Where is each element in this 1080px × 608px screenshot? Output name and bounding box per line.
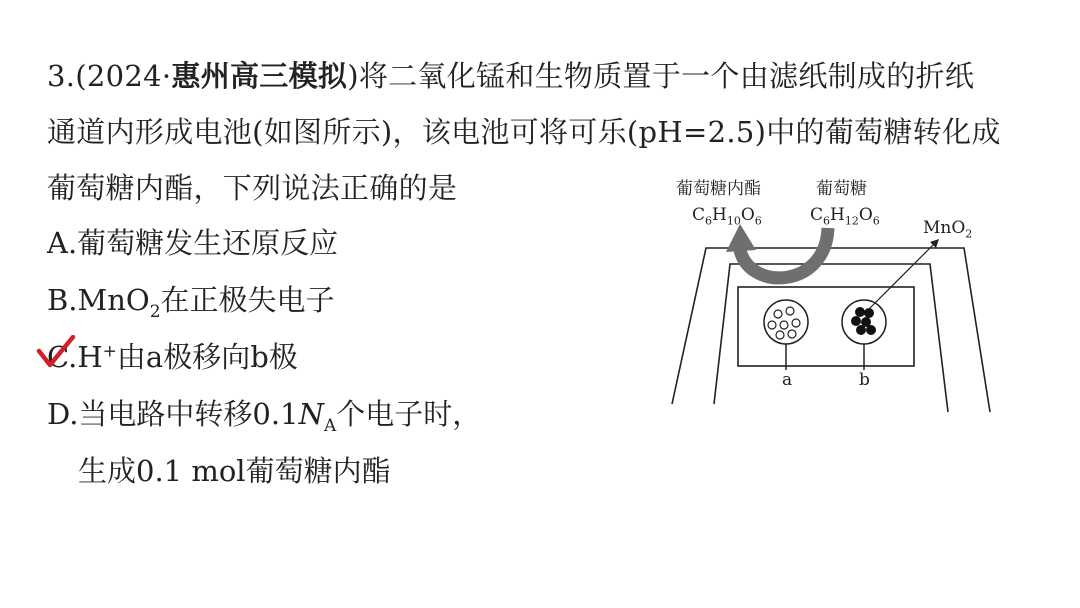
- option-c-sup: +: [102, 341, 117, 362]
- lactone-c-n: 6: [705, 214, 713, 228]
- option-d[interactable]: [47, 392, 481, 436]
- option-b-prefix: B.MnO: [47, 283, 150, 317]
- option-d-suffix: 个电子时，: [336, 397, 482, 431]
- question-number: 3.(2024·: [47, 59, 172, 93]
- lactone-label: 葡萄糖内酯: [676, 179, 761, 199]
- glucose-h-n: 12: [844, 214, 859, 228]
- glucose-c-n: 6: [823, 214, 831, 228]
- lactone-formula: [692, 205, 762, 227]
- option-b-suffix: 在正极失电子: [160, 283, 335, 317]
- option-c-prefix: C.H: [47, 340, 103, 374]
- question-line-2: 通道内形成电池(如图所示)，该电池可将可乐(pH=2.5)中的葡萄糖转化成: [47, 115, 1001, 149]
- option-a[interactable]: A.葡萄糖发生还原反应: [47, 226, 339, 260]
- option-d-sub: A: [323, 415, 337, 436]
- option-d-prefix: D.当电路中转移0.1: [47, 397, 299, 431]
- option-b-sub: 2: [149, 301, 161, 322]
- glucose-label: 葡萄糖: [816, 179, 867, 199]
- electrode-b-label: b: [859, 370, 870, 390]
- question-line-1-text: )将二氧化锰和生物质置于一个由滤纸制成的折纸: [347, 59, 975, 93]
- question-line-3: 葡萄糖内酯，下列说法正确的是: [47, 171, 458, 205]
- lactone-o-n: 6: [754, 214, 762, 228]
- mno2-label: [923, 218, 972, 240]
- question-line-1: [47, 48, 1047, 104]
- option-d-line-2: 生成0.1 mol葡萄糖内酯: [78, 454, 391, 488]
- lactone-c: C: [692, 205, 706, 225]
- correct-check-icon: [36, 335, 76, 371]
- question-source: 惠州高三模拟: [171, 59, 348, 93]
- lactone-h-n: 10: [726, 214, 741, 228]
- battery-diagram: [668, 168, 1008, 418]
- lactone-o: O: [740, 205, 755, 225]
- mno2-text: MnO: [923, 218, 966, 238]
- glucose-formula: [810, 205, 880, 227]
- glucose-h: H: [830, 205, 845, 225]
- lactone-h: H: [712, 205, 727, 225]
- option-c-suffix: 由a极移向b极: [116, 340, 298, 374]
- electrode-a-label: a: [782, 370, 793, 390]
- option-c[interactable]: [47, 335, 298, 376]
- mno2-sub: 2: [965, 227, 973, 241]
- glucose-o: O: [858, 205, 873, 225]
- option-b[interactable]: [47, 278, 335, 322]
- glucose-o-n: 6: [872, 214, 880, 228]
- glucose-c: C: [810, 205, 824, 225]
- option-d-italic: N: [298, 397, 324, 431]
